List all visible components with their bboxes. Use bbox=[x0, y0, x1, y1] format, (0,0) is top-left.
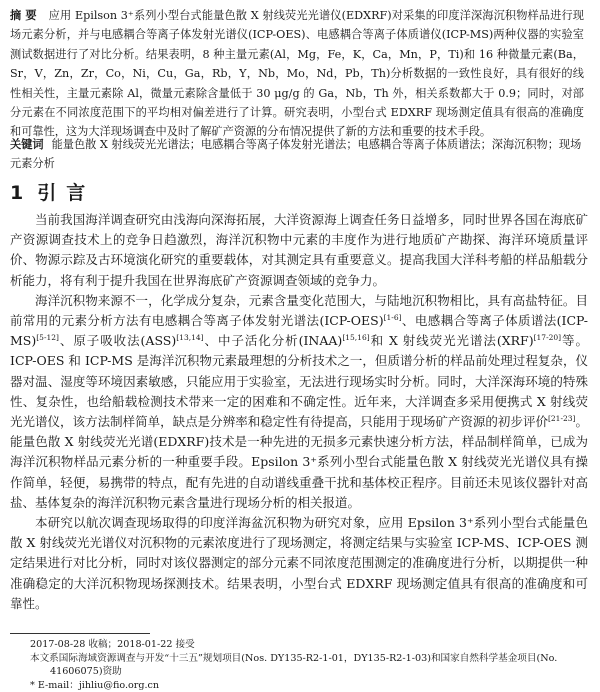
citation-ref: [5-12] bbox=[36, 333, 59, 343]
p2-text-d: 、中子活化分析(INAA) bbox=[203, 333, 343, 349]
p2-text-c: 、原子吸收法(ASS) bbox=[58, 333, 177, 349]
paragraph-1: 当前我国海洋调查研究由浅海向深海拓展，大洋资源海上调查任务日益增多，同时世界各国在海底矿产资源调查技术上的竞争日趋激烈，海洋沉积物中元素的丰度作为进行地质矿产勘探、海洋环境质量评价、物源示踪及古环境演化研究的重要载体，对其测定具有重要意义。提高我国大洋科考船的样品船载分析能力，将有利于提升我国在世界海底矿产资源调查领域的竞争力。 bbox=[10, 212, 588, 288]
p2-text-a: 海洋沉积物来源不一，化学成分复杂，元素含量变化范围大，与陆地沉积物相比，具有高盐特征。目前常用的元素分析方法有电感耦合等离子体发射光谱法(ICP-OES) bbox=[10, 292, 588, 329]
body-text bbox=[10, 210, 588, 614]
section-title: 引言 bbox=[37, 182, 96, 204]
keywords-block bbox=[10, 135, 584, 174]
citation-ref: [13,14] bbox=[176, 333, 204, 343]
citation-ref: [21-23] bbox=[547, 414, 576, 424]
keywords-text: 能量色散 X 射线荧光光谱法；电感耦合等离子体发射光谱法；电感耦合等离子体质谱法；深海沉积物；现场元素分析 bbox=[10, 138, 582, 171]
footnote-received: 2017-08-28 收稿；2018-01-22 接受 bbox=[30, 639, 195, 650]
paragraph-2 bbox=[10, 291, 588, 513]
section-heading bbox=[10, 178, 95, 205]
p2-text-b: 、电感耦合等离子体质谱法(ICP-MS) bbox=[10, 313, 588, 349]
citation-ref: [17-20] bbox=[533, 333, 562, 343]
citation-ref: [15,16] bbox=[342, 333, 370, 343]
abstract-text: 应用 Epilson 3⁺系列小型台式能量色散 X 射线荧光光谱仪(EDXRF)对采集的印度洋深海沉积物样品进行现场元素分析，并与电感耦合等离子体发射光谱仪(ICP-OES)、电感耦合等离子体质谱仪(ICP-MS)两种仪器的实验室测试数据进行了对比分析。结果表明，8 种主量元素(Al，Mg，Fe，K，Ca，Mn，P，Ti)和 16 种微量元素(Ba，Sr，V，Zn，Zr，Co，Ni，Cu，Ga，Rb，Y，Nb，Mo，Nd，Pb，Th)分析数据的一致性良好，具有很好的线性相关性，主量元素除 Al，微量元素除含量低于 30 μg/g 的 Ga，Nb，Th 外，相关系数都大于 0.9；同时，对部分元素在不同浓度范围下的平均相对偏差进行了计算。研究表明，小型台式 EDXRF 现场测定值具有很高的准确度和可靠性，这为大洋现场调查中及时了解矿产资源的分布情况提供了新的方法和重要的技术手段。 bbox=[10, 9, 584, 139]
abstract-block bbox=[10, 6, 584, 142]
abstract-label: 摘要 bbox=[10, 9, 41, 22]
footnote-funding: 本文系国际海域资源调查与开发“十三五”规划项目(Nos. DY135-R2-1-01，DY135-R2-1-03)和国家自然科学基金项目(No. 41606075)资助 bbox=[30, 652, 558, 677]
p2-text-f: 等。ICP-OES 和 ICP-MS 是海洋沉积物元素最理想的分析技术之一，但质谱分析的样品前处理过程复杂，仪器对温、湿度等环境因素敏感，只能应用于实验室，无法进行现场实时分析。同时，大洋深海环境的特殊性、复杂性，也给船载检测技术带来一定的困难和不确定性。近年来，大洋调查多采用便携式 X 射线荧光光谱仪，该方法制样简单，缺点是分辨率和稳定性有待提高，只能用于现场矿产资源的初步评价 bbox=[10, 333, 588, 430]
footnote-divider bbox=[10, 633, 150, 634]
paragraph-3: 本研究以航次调查现场取得的印度洋海盆沉积物为研究对象，应用 Epsilon 3⁺系列小型台式能量色散 X 射线荧光光谱仪对沉积物的元素浓度进行了现场测定，将测定结果与实验室 ICP-MS、ICP-OES 测定结果进行对比分析，同时对该仪器测定的部分元素不同浓度范围测定的准确度进行分析，以期提供一种准确稳定的大洋沉积物现场探测技术。结果表明，小型台式 EDXRF 现场测定值具有很高的准确度和可靠性。 bbox=[10, 515, 588, 611]
footnote-email: * E-mail：jihliu@fio.org.cn bbox=[30, 679, 160, 691]
section-number: 1 bbox=[10, 182, 24, 204]
p2-text-g: 。能量色散 X 射线荧光光谱(EDXRF)技术是一种先进的无损多元素快速分析方法，样品制样简单，已成为海洋沉积物样品元素分析的一种重要手段。Epsilon 3⁺系列小型台式能量色散 X 射线荧光光谱仪具有操作简单，轻便，易携带的特点，配有先进的自动谱线重叠干扰和基体校正程序。目前还未见该仪器针对高盐、基体复杂的海洋沉积物元素含量进行现场分析的相关报道。 bbox=[10, 414, 588, 510]
keywords-label: 关键词 bbox=[10, 138, 44, 151]
citation-ref: [1-6] bbox=[383, 313, 402, 323]
p2-text-e: 和 X 射线荧光光谱法(XRF) bbox=[369, 333, 534, 349]
footnotes bbox=[30, 638, 586, 692]
